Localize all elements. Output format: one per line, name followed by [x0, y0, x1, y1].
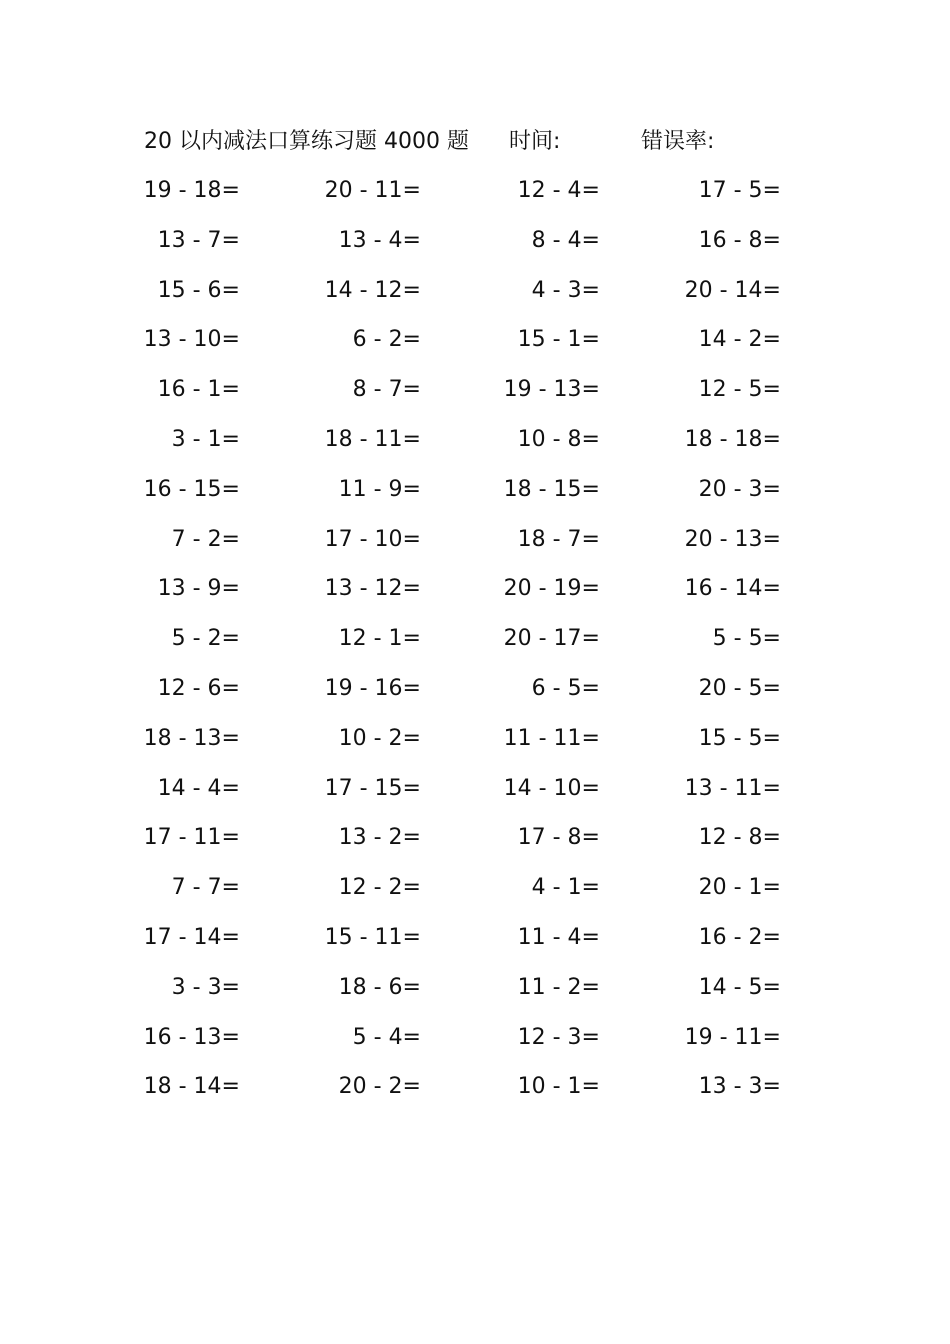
problem-item: 4 - 3= — [531, 277, 600, 303]
problem-item: 19 - 11= — [684, 1024, 781, 1050]
problem-grid — [0, 175, 950, 1121]
problem-row — [0, 623, 950, 673]
problem-item: 13 - 4= — [338, 227, 421, 253]
problem-row — [0, 1022, 950, 1072]
problem-item: 15 - 11= — [324, 924, 421, 950]
problem-item: 20 - 5= — [698, 675, 781, 701]
problem-item: 10 - 1= — [517, 1074, 600, 1100]
problem-row — [0, 773, 950, 823]
problem-item: 6 - 5= — [531, 675, 600, 701]
problem-item: 20 - 2= — [338, 1074, 421, 1100]
problem-item: 12 - 8= — [698, 825, 781, 851]
problem-row — [0, 723, 950, 773]
problem-item: 3 - 1= — [171, 426, 240, 452]
problem-item: 12 - 2= — [338, 875, 421, 901]
problem-item: 20 - 11= — [324, 178, 421, 203]
problem-item: 18 - 18= — [684, 426, 781, 452]
problem-item: 20 - 3= — [698, 476, 781, 502]
problem-item: 12 - 3= — [517, 1024, 600, 1050]
problem-item: 18 - 11= — [324, 426, 421, 452]
problem-item: 15 - 6= — [157, 277, 240, 303]
problem-item: 12 - 5= — [698, 377, 781, 403]
problem-item: 18 - 7= — [517, 526, 600, 552]
problem-item: 14 - 2= — [698, 327, 781, 353]
problem-item: 10 - 8= — [517, 426, 600, 452]
problem-item: 8 - 7= — [352, 377, 421, 403]
problem-item: 16 - 15= — [143, 476, 240, 502]
problem-item: 8 - 4= — [531, 227, 600, 253]
problem-item: 13 - 9= — [157, 576, 240, 602]
problem-item: 13 - 7= — [157, 227, 240, 253]
problem-item: 10 - 2= — [338, 725, 421, 751]
problem-row — [0, 573, 950, 623]
problem-item: 13 - 11= — [684, 775, 781, 801]
problem-item: 13 - 2= — [338, 825, 421, 851]
problem-item: 5 - 4= — [352, 1024, 421, 1050]
problem-item: 16 - 1= — [157, 377, 240, 403]
problem-item: 14 - 10= — [503, 775, 600, 801]
worksheet-title: 20 以内减法口算练习题 4000 题 — [144, 129, 469, 154]
problem-item: 20 - 17= — [503, 626, 600, 652]
problem-row — [0, 922, 950, 972]
problem-item: 18 - 14= — [143, 1074, 240, 1100]
problem-item: 17 - 14= — [143, 924, 240, 950]
problem-item: 16 - 13= — [143, 1024, 240, 1050]
problem-item: 20 - 19= — [503, 576, 600, 602]
problem-row — [0, 374, 950, 424]
problem-item: 14 - 4= — [157, 775, 240, 801]
problem-row — [0, 225, 950, 275]
problem-item: 20 - 14= — [684, 277, 781, 303]
problem-row — [0, 324, 950, 374]
problem-item: 17 - 8= — [517, 825, 600, 851]
problem-item: 7 - 2= — [171, 526, 240, 552]
problem-item: 3 - 3= — [171, 974, 240, 1000]
problem-item: 11 - 9= — [338, 476, 421, 502]
problem-row — [0, 424, 950, 474]
problem-item: 11 - 2= — [517, 974, 600, 1000]
error-rate-label: 错误率: — [641, 129, 715, 154]
problem-row — [0, 275, 950, 325]
problem-row — [0, 673, 950, 723]
problem-item: 12 - 1= — [338, 626, 421, 652]
problem-item: 11 - 4= — [517, 924, 600, 950]
problem-item: 13 - 10= — [143, 327, 240, 353]
problem-item: 16 - 8= — [698, 227, 781, 253]
problem-row — [0, 872, 950, 922]
problem-row — [0, 972, 950, 1022]
time-label: 时间: — [509, 129, 561, 154]
problem-item: 20 - 1= — [698, 875, 781, 901]
problem-item: 14 - 12= — [324, 277, 421, 303]
problem-item: 19 - 18= — [143, 178, 240, 203]
problem-row — [0, 822, 950, 872]
problem-item: 18 - 15= — [503, 476, 600, 502]
problem-item: 14 - 5= — [698, 974, 781, 1000]
problem-item: 15 - 5= — [698, 725, 781, 751]
problem-item: 12 - 6= — [157, 675, 240, 701]
problem-item: 13 - 3= — [698, 1074, 781, 1100]
problem-item: 20 - 13= — [684, 526, 781, 552]
problem-item: 6 - 2= — [352, 327, 421, 353]
problem-item: 16 - 2= — [698, 924, 781, 950]
problem-item: 17 - 10= — [324, 526, 421, 552]
problem-item: 18 - 13= — [143, 725, 240, 751]
worksheet-header — [144, 126, 864, 158]
problem-item: 19 - 16= — [324, 675, 421, 701]
problem-item: 5 - 5= — [712, 626, 781, 652]
problem-item: 11 - 11= — [503, 725, 600, 751]
problem-item: 4 - 1= — [531, 875, 600, 901]
problem-item: 17 - 11= — [143, 825, 240, 851]
problem-item: 15 - 1= — [517, 327, 600, 353]
problem-item: 13 - 12= — [324, 576, 421, 602]
problem-item: 18 - 6= — [338, 974, 421, 1000]
problem-item: 12 - 4= — [517, 178, 600, 203]
problem-item: 16 - 14= — [684, 576, 781, 602]
problem-row — [0, 1071, 950, 1121]
problem-row — [0, 175, 950, 225]
problem-item: 19 - 13= — [503, 377, 600, 403]
problem-item: 17 - 5= — [698, 178, 781, 203]
problem-item: 7 - 7= — [171, 875, 240, 901]
problem-item: 17 - 15= — [324, 775, 421, 801]
problem-row — [0, 474, 950, 524]
problem-item: 5 - 2= — [171, 626, 240, 652]
problem-row — [0, 524, 950, 574]
